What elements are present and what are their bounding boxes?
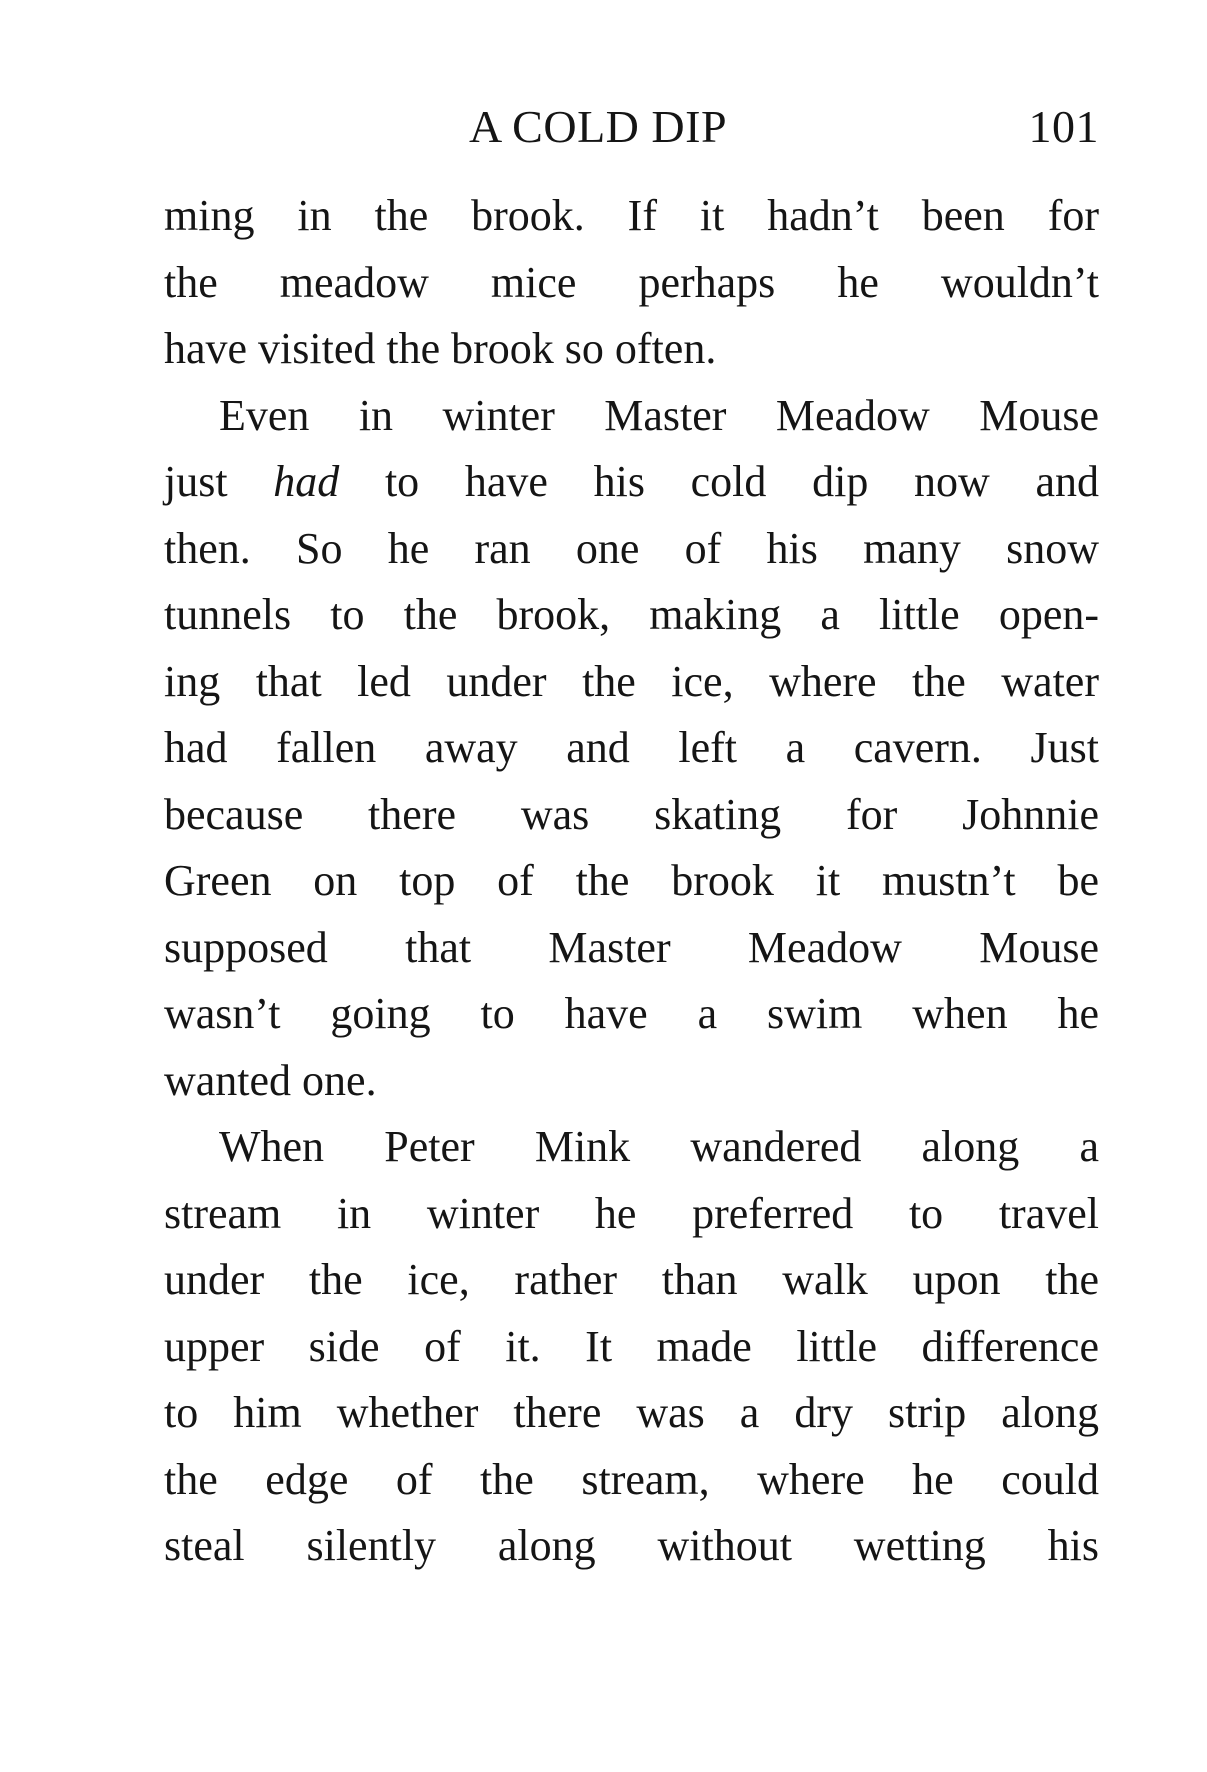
text-line: stream in winter he preferred to travel xyxy=(164,1188,1099,1238)
text-line: ing that led under the ice, where the water xyxy=(164,656,1099,706)
text-line: supposed that Master Meadow Mouse xyxy=(164,922,1099,972)
text-line: Even in winter Master Meadow Mouse xyxy=(219,390,1099,440)
text-line: the meadow mice perhaps he wouldn’t xyxy=(164,257,1099,307)
text-line: because there was skating for Johnnie xyxy=(164,789,1099,839)
text-line: then. So he ran one of his many snow xyxy=(164,523,1099,573)
text-line: had fallen away and left a cavern. Just xyxy=(164,723,1099,772)
text-line: upper side of it. It made little difference xyxy=(164,1321,1099,1371)
text-segment: to have his cold dip now and xyxy=(339,457,1099,506)
page-number: 101 xyxy=(1028,101,1099,152)
running-title: A COLD DIP xyxy=(469,101,728,152)
text-line: the edge of the stream, where he could xyxy=(164,1454,1099,1504)
text-line: wasn’t going to have a swim when he xyxy=(164,989,1099,1038)
text-line: steal silently along without wetting his xyxy=(164,1521,1099,1570)
text-line: to him whether there was a dry strip along xyxy=(164,1388,1099,1437)
text-line: have visited the brook so often. xyxy=(164,324,717,373)
text-line: wanted one. xyxy=(164,1055,377,1105)
text-line: under the ice, rather than walk upon the xyxy=(164,1255,1099,1304)
text-line: Green on top of the brook it mustn’t be xyxy=(164,856,1099,905)
text-segment: just xyxy=(164,457,274,506)
text-line: ming in the brook. If it hadn’t been for xyxy=(164,191,1099,240)
running-head xyxy=(164,92,1099,162)
text-line xyxy=(164,449,1099,516)
text-line: tunnels to the brook, making a little open- xyxy=(164,590,1099,639)
emphasized-word: had xyxy=(273,457,340,506)
text-line: When Peter Mink wandered along a xyxy=(219,1122,1099,1171)
body-text xyxy=(164,183,1099,1580)
